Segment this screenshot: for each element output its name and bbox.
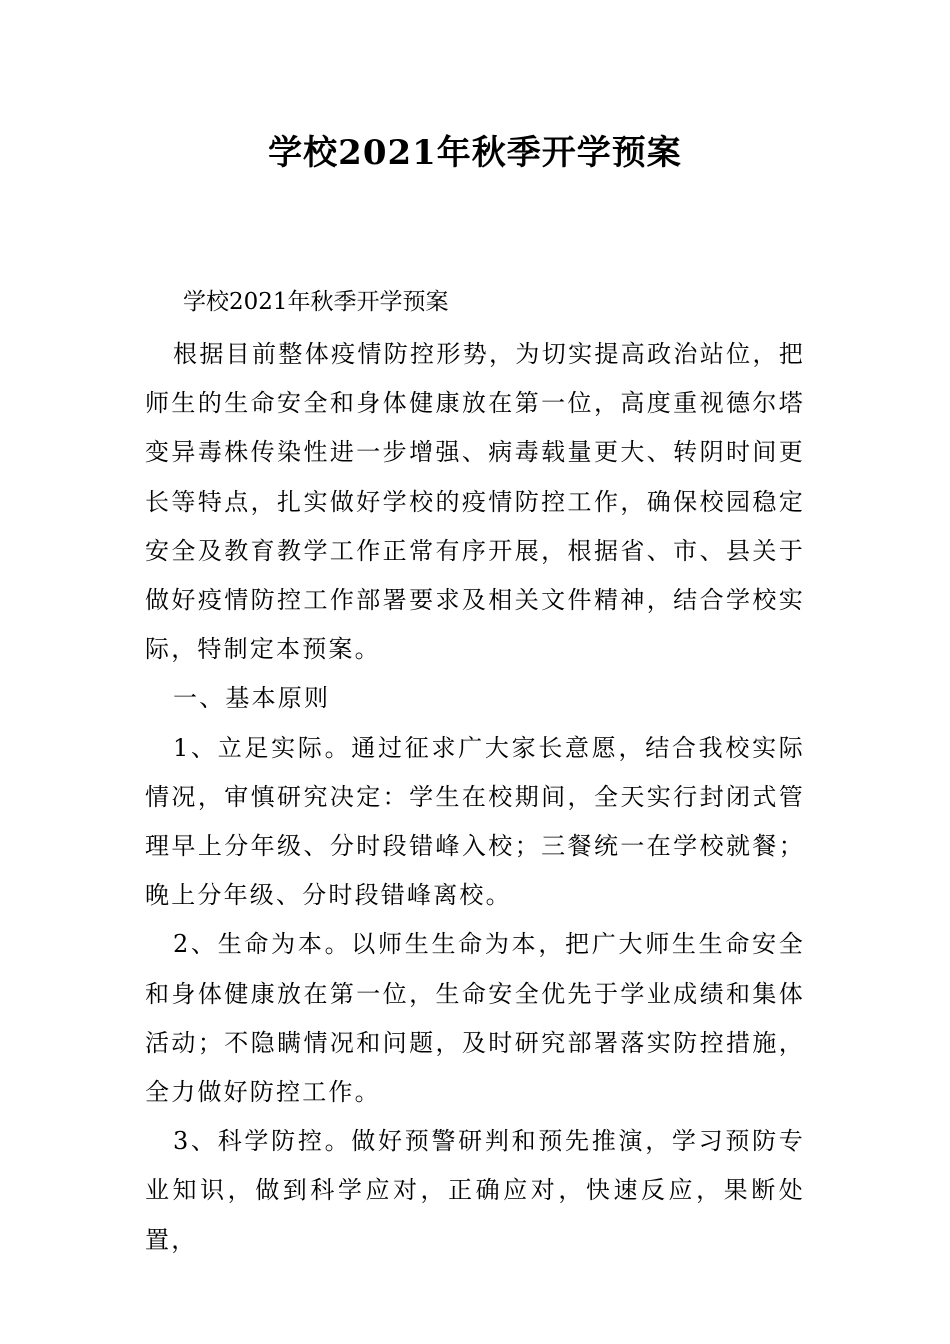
paragraph-principle-2: 2、生命为本。以师生生命为本，把广大师生生命安全和身体健康放在第一位，生命安全优先于学业成绩和集体活动；不隐瞒情况和问题，及时研究部署落实防控措施，全力做好防控工作。 [145,930,805,1107]
paragraph-intro: 根据目前整体疫情防控形势，为切实提高政治站位，把师生的生命安全和身体健康放在第一位，高度重视德尔塔变异毒株传染性进一步增强、病毒载量更大、转阴时间更长等特点，扎实做好学校的疫情防控工作，确保校园稳定安全及教育教学工作正常有序开展，根据省、市、县关于做好疫情防控工作部署要求及相关文件精神，结合学校实际，特制定本预案。 [145,340,805,664]
document-subtitle: 学校2021年秋季开学预案 [183,289,449,315]
document-body [145,330,805,1265]
paragraph-principle-3: 3、科学防控。做好预警研判和预先推演，学习预防专业知识，做到科学应对，正确应对，快速反应，果断处置， [145,1127,805,1254]
document-title: 学校2021年秋季开学预案 [268,133,682,173]
section-heading-basic-principles: 一、基本原则 [173,684,331,713]
paragraph-principle-1: 1、立足实际。通过征求广大家长意愿，结合我校实际情况，审慎研究决定：学生在校期间，全天实行封闭式管理早上分年级、分时段错峰入校；三餐统一在学校就餐；晚上分年级、分时段错峰离校。 [145,733,805,910]
